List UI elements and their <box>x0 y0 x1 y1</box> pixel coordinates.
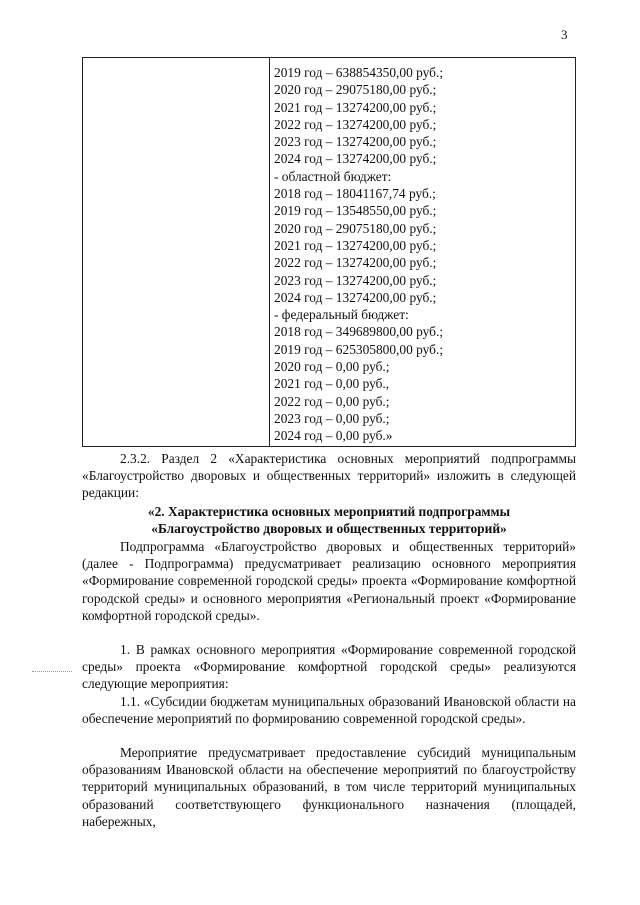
budget-line: 2023 год – 0,00 руб.; <box>274 410 390 426</box>
heading-line-1: «2. Характеристика основных мероприятий подпрограммы <box>147 504 511 519</box>
measure-paragraph <box>82 744 576 830</box>
subprogram-paragraph <box>82 538 576 624</box>
budget-line: 2020 год – 29075180,00 руб.; <box>274 220 437 236</box>
budget-line: 2019 год – 13548550,00 руб.; <box>274 203 437 219</box>
budget-line: 2022 год – 13274200,00 руб.; <box>274 116 437 132</box>
item-1-text: 1. В рамках основного мероприятия «Формирование современной городской среды» проекта «Формирование комфортной городской среды» реализуются следующие мероприятия: <box>82 642 576 692</box>
budget-table <box>82 57 576 447</box>
budget-line: 2024 год – 13274200,00 руб.; <box>274 151 437 167</box>
budget-line: 2021 год – 13274200,00 руб.; <box>274 237 437 253</box>
budget-line: 2020 год – 29075180,00 руб.; <box>274 82 437 98</box>
budget-line: 2024 год – 0,00 руб.» <box>274 428 393 444</box>
budget-line: 2019 год – 625305800,00 руб.; <box>274 341 444 357</box>
margin-mark <box>32 671 72 672</box>
section-heading <box>82 503 576 537</box>
budget-line: - областной бюджет: <box>274 168 392 184</box>
budget-line: 2020 год – 0,00 руб.; <box>274 359 390 375</box>
budget-line: 2022 год – 13274200,00 руб.; <box>274 255 437 271</box>
budget-line: - федеральный бюджет: <box>274 307 409 323</box>
subprogram-text: Подпрограмма «Благоустройство дворовых и общественных территорий» (далее - Подпрограмма) предусматривает реализацию основного мероприятия «Формирование современной городской среды» проекта «Формирование комфортной городской среды» и основного мероприятия «Региональный проект «Формирование комфортной городской среды». <box>82 539 576 623</box>
budget-line: 2022 год – 0,00 руб.; <box>274 393 390 409</box>
budget-line: 2019 год – 638854350,00 руб.; <box>274 65 444 80</box>
budget-line: 2018 год – 18041167,74 руб.; <box>274 186 436 202</box>
budget-line: 2021 год – 13274200,00 руб.; <box>274 99 437 115</box>
item-1-paragraph <box>82 641 576 693</box>
table-column-divider <box>269 58 270 446</box>
section-2-3-2-paragraph <box>82 450 576 502</box>
budget-values-cell <box>274 64 574 445</box>
measure-text: Мероприятие предусматривает предоставление субсидий муниципальным образованиям Ивановской области на обеспечение мероприятий по благоустройству территорий муниципальных образований, в том числе территорий муниципальных образований соответствующего функционального назначения (площадей, набережных, <box>82 745 576 829</box>
item-1-1-text: 1.1. «Субсидии бюджетам муниципальных образований Ивановской области на обеспечение мероприятий по формированию современной городской среды». <box>82 694 576 727</box>
heading-line-2: «Благоустройство дворовых и общественных территорий» <box>151 521 507 537</box>
budget-line: 2023 год – 13274200,00 руб.; <box>274 272 437 288</box>
budget-line: 2018 год – 349689800,00 руб.; <box>274 324 444 340</box>
section-2-3-2-text: 2.3.2. Раздел 2 «Характеристика основных мероприятий подпрограммы «Благоустройство дворовых и общественных территорий» изложить в следующей редакции: <box>82 451 576 501</box>
page-number: 3 <box>561 27 568 42</box>
budget-line: 2023 год – 13274200,00 руб.; <box>274 134 437 150</box>
budget-line: 2021 год – 0,00 руб., <box>274 376 390 392</box>
item-1-1-paragraph <box>82 693 576 727</box>
budget-line: 2024 год – 13274200,00 руб.; <box>274 289 437 305</box>
